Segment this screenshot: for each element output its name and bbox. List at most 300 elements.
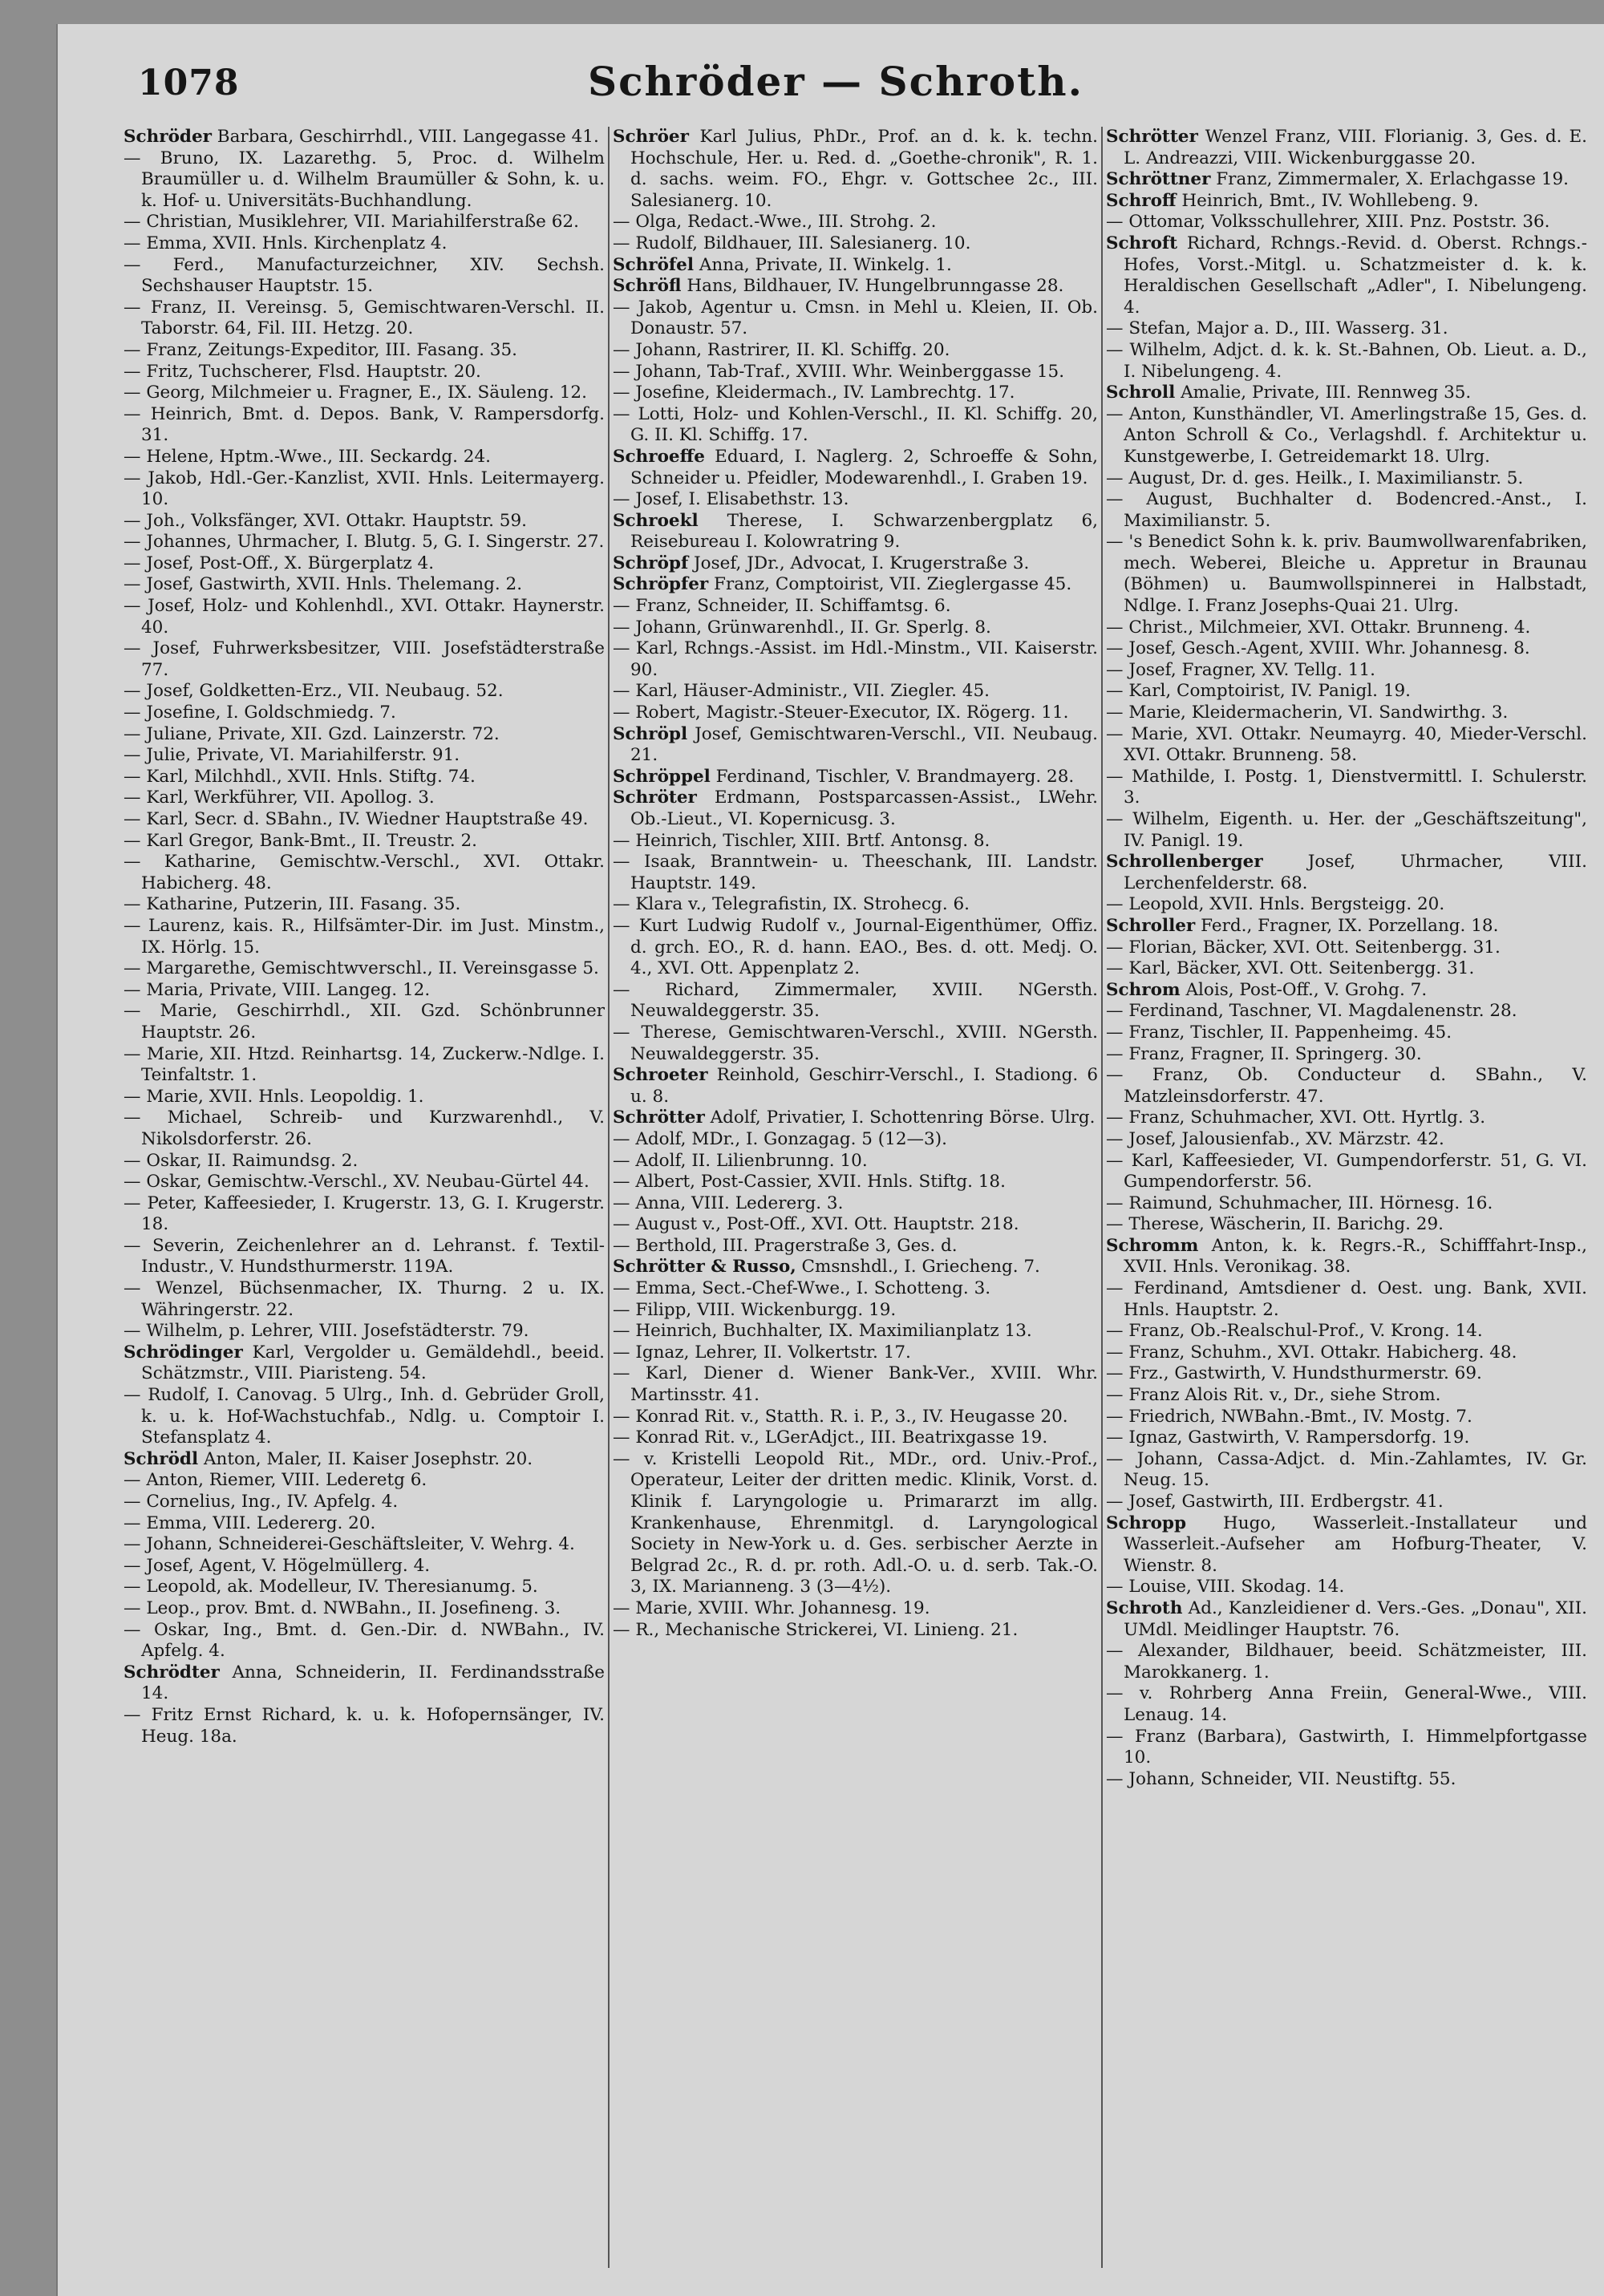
directory-entry bbox=[1106, 127, 1587, 169]
entry-name: — Wilhelm, bbox=[124, 1321, 224, 1342]
entry-details: Kleidermach., IV. Lambrechtg. 17. bbox=[710, 383, 1015, 403]
sub-entry bbox=[613, 1342, 1098, 1364]
entry-details: Zeichenlehrer an d. Lehranst. f. Textil-Industr., V. Hundsthurmerstr. 119A. bbox=[141, 1235, 605, 1278]
entry-name: Schroff bbox=[1106, 190, 1177, 211]
entry-name: — Johann, bbox=[613, 339, 703, 360]
entry-name: — Julie, bbox=[124, 745, 192, 766]
entry-name: — Franz, bbox=[124, 339, 203, 360]
entry-name: — Christian, bbox=[124, 212, 233, 233]
sub-entry bbox=[1106, 1577, 1587, 1598]
entry-name: Schröppel bbox=[613, 766, 711, 787]
entry-details: Häuser-Administr., VII. Ziegler. 45. bbox=[678, 681, 990, 702]
sub-entry bbox=[124, 980, 605, 1002]
sub-entry bbox=[124, 1513, 605, 1535]
entry-details: I. Elisabethstr. 13. bbox=[683, 489, 849, 510]
sub-entry bbox=[124, 1556, 605, 1577]
sub-entry bbox=[124, 383, 605, 404]
entry-details: Ad., Kanzleidiener d. Vers.-Ges. „Donau", XII. UMdl. Meidlinger Hauptstr. 76. bbox=[1124, 1597, 1587, 1640]
sub-entry bbox=[124, 1470, 605, 1492]
sub-entry bbox=[124, 511, 605, 532]
sub-entry bbox=[124, 148, 605, 213]
entry-details: Ing., Bmt. d. Gen.-Dir. d. NWBahn., IV. Apfelg. 4. bbox=[141, 1619, 605, 1662]
sub-entry bbox=[1106, 532, 1587, 617]
entry-name: — Anna, bbox=[613, 1193, 687, 1213]
entry-details: Gemischtw.-Verschl., XVI. Ottakr. Habicherg. 48. bbox=[141, 852, 605, 893]
entry-name: — Isaak, bbox=[613, 852, 697, 873]
running-head: Schröder — Schroth. bbox=[588, 58, 1084, 105]
entry-name: — Franz Alois Rit. v., bbox=[1106, 1385, 1289, 1406]
entry-name: — Anton, bbox=[1106, 403, 1187, 424]
entry-name: Schroekl bbox=[613, 510, 699, 531]
entry-details: Wenzel Franz, VIII. Florianig. 3, Ges. d. E. L. Andreazzi, VIII. Wickenburggasse 20. bbox=[1124, 127, 1587, 168]
entry-name: — Franz, bbox=[1106, 1342, 1185, 1363]
entry-details: Wäscherin, II. Barichg. 29. bbox=[1204, 1214, 1444, 1235]
directory-columns bbox=[124, 127, 1591, 2276]
directory-entry bbox=[613, 1065, 1098, 1108]
sub-entry bbox=[124, 1001, 605, 1043]
sub-entry bbox=[124, 233, 605, 255]
sub-entry bbox=[124, 362, 605, 383]
entry-details: Eigenth. u. Her. der „Geschäftszeitung", IV. Panigl. 19. bbox=[1124, 809, 1587, 851]
sub-entry bbox=[613, 1022, 1098, 1065]
sub-entry bbox=[124, 553, 605, 575]
entry-name: — Karl, bbox=[124, 788, 189, 808]
entry-details: VIII. Wickenburgg. 19. bbox=[691, 1299, 897, 1320]
sub-entry bbox=[613, 233, 1098, 255]
sub-entry bbox=[124, 1108, 605, 1150]
entry-name: — Florian, bbox=[1106, 937, 1197, 958]
entry-details: Gemischtwaren-Verschl., XVIII. NGersth. Neuwaldeggerstr. 35. bbox=[630, 1022, 1098, 1064]
entry-name: — Franz, bbox=[1106, 1065, 1209, 1086]
directory-entry bbox=[1106, 852, 1587, 894]
entry-name: — Laurenz, bbox=[124, 915, 226, 936]
page-header bbox=[122, 53, 1549, 122]
entry-name: — Ferd., bbox=[124, 254, 225, 275]
entry-name: Schrötter bbox=[1106, 127, 1198, 147]
entry-details: Erdmann, Postsparcassen-Assist., LWehr. Ob.-Lieut., VI. Kopernicusg. 3. bbox=[630, 788, 1098, 829]
sub-entry bbox=[613, 1151, 1098, 1172]
entry-details: Gemischtw.-Verschl., XV. Neubau-Gürtel 44. bbox=[201, 1172, 589, 1193]
entry-name: — Georg, bbox=[124, 383, 206, 403]
entry-name: — Robert, bbox=[613, 703, 701, 723]
entry-name: — Konrad Rit. v., bbox=[613, 1427, 759, 1448]
sub-entry bbox=[613, 1236, 1098, 1257]
entry-details: Diener d. Wiener Bank-Ver., XVIII. Whr. Martinsstr. 41. bbox=[630, 1363, 1098, 1406]
entry-details: Gesch.-Agent, XVIII. Whr. Johannesg. 8. bbox=[1176, 638, 1530, 659]
entry-details: Adolf, Privatier, I. Schottenring Börse. Ulrg. bbox=[704, 1108, 1096, 1128]
entry-name: — Rudolf, bbox=[613, 233, 698, 253]
entry-name: — August, bbox=[1106, 489, 1213, 510]
directory-entry bbox=[613, 788, 1098, 830]
entry-name: Schröter bbox=[613, 788, 697, 808]
entry-details: Agent, V. Högelmüllerg. 4. bbox=[193, 1555, 431, 1576]
entry-details: Josef, Gemischtwaren-Verschl., VII. Neubaug. 21. bbox=[630, 723, 1098, 766]
entry-name: — Frz., bbox=[1106, 1363, 1169, 1384]
entry-name: Schröttner bbox=[1106, 169, 1211, 190]
sub-entry bbox=[1106, 1492, 1587, 1513]
directory-entry bbox=[613, 447, 1098, 489]
entry-name: — Alexander, bbox=[1106, 1641, 1231, 1662]
sub-entry bbox=[1106, 1001, 1587, 1022]
sub-entry bbox=[124, 703, 605, 724]
entry-details: Kunsthändler, VI. Amerlingstraße 15, Ges. d. Anton Schroll & Co., Verlagshdl. f. Architektur u. Kunstgewerbe, I. Getreidemarkt 18. Ulrg. bbox=[1124, 403, 1587, 467]
entry-details: Ferd., Fragner, IX. Porzellang. 18. bbox=[1195, 915, 1499, 936]
entry-details: Barbara, Geschirrhdl., VIII. Langegasse 41. bbox=[211, 127, 599, 147]
page-number: 1078 bbox=[138, 63, 240, 103]
entry-details: Fuhrwerksbesitzer, VIII. Josefstädterstraße 77. bbox=[141, 638, 605, 680]
column-3 bbox=[1106, 127, 1587, 2276]
directory-entry bbox=[613, 1108, 1098, 1129]
entry-details: k. u. k. Hofopernsänger, IV. Heug. 18a. bbox=[141, 1704, 605, 1747]
entry-name: — Franz, bbox=[1106, 1108, 1185, 1128]
directory-entry bbox=[613, 276, 1098, 298]
entry-details: I. Postg. 1, Dienstvermittl. I. Schulerstr. 3. bbox=[1124, 766, 1587, 808]
entry-details: Lehrer, II. Volkertstr. 17. bbox=[689, 1342, 911, 1363]
entry-name: — Franz, bbox=[1106, 1321, 1185, 1342]
entry-details: Post-Off., X. Bürgerplatz 4. bbox=[193, 553, 435, 573]
entry-details: kais. R., Hilfsämter-Dir. im Just. Minstm., IX. Hörlg. 15. bbox=[141, 915, 605, 958]
sub-entry bbox=[124, 681, 605, 703]
entry-details: Amtsdiener d. Oest. ung. Bank, XVII. Hnls. Hauptstr. 2. bbox=[1124, 1278, 1587, 1320]
entry-name: — Oskar, bbox=[124, 1150, 202, 1171]
sub-entry bbox=[1106, 1641, 1587, 1683]
entry-details: Gastwirth, I. Himmelpfortgasse 10. bbox=[1124, 1726, 1587, 1768]
entry-name: — Leop., bbox=[124, 1597, 200, 1618]
entry-details: Manufacturzeichner, XIV. Sechsh. Sechshauser Hauptstr. 15. bbox=[141, 254, 605, 297]
entry-name: Schröfl bbox=[613, 276, 682, 297]
sub-entry bbox=[124, 468, 605, 511]
entry-details: IX. Lazarethg. 5, Proc. d. Wilhelm Braumüller u. d. Wilhelm Braumüller & Sohn, k. u. k. Hof- u. Universitäts-Buchhandlung. bbox=[141, 148, 605, 211]
sub-entry bbox=[1106, 958, 1587, 980]
entry-details: Franz, Comptoirist, VII. Zieglergasse 45. bbox=[708, 574, 1072, 595]
sub-entry bbox=[124, 1278, 605, 1321]
entry-details: Rastrirer, II. Kl. Schiffg. 20. bbox=[702, 339, 950, 360]
sub-entry bbox=[613, 1193, 1098, 1215]
sub-entry bbox=[1106, 618, 1587, 639]
entry-details: Hptm.-Wwe., III. Seckardg. 24. bbox=[213, 446, 491, 467]
entry-name: — Johann, bbox=[613, 361, 703, 382]
entry-name: — Leopold, bbox=[1106, 894, 1205, 915]
entry-details: Buchhalter d. Bodencred.-Anst., I. Maximilianstr. 5. bbox=[1124, 489, 1587, 531]
sub-entry bbox=[613, 212, 1098, 233]
entry-name: — Franz (Barbara), bbox=[1106, 1726, 1287, 1747]
entry-name: — Ferdinand, bbox=[1106, 1278, 1229, 1299]
entry-name: — Fritz, bbox=[124, 361, 194, 382]
entry-details: XVII. Hnls. Bergsteigg. 20. bbox=[1204, 894, 1445, 915]
entry-name: — Johann, bbox=[613, 617, 703, 638]
entry-name: — Helene, bbox=[124, 446, 214, 467]
sub-entry bbox=[613, 703, 1098, 724]
directory-entry bbox=[124, 127, 605, 148]
entry-details: Tischler, II. Pappenheimg. 45. bbox=[1185, 1022, 1452, 1043]
entry-name: — Josef, bbox=[1106, 638, 1177, 659]
entry-details: Büchsenmacher, IX. Thurng. 2 u. IX. Währingerstr. 22. bbox=[141, 1278, 605, 1320]
entry-details: Gastwirth, V. Rampersdorfg. 19. bbox=[1182, 1427, 1470, 1448]
entry-details: I. Canovag. 5 Ulrg., Inh. d. Gebrüder Groll, k. u. k. Hof-Wachstuchfab., Ndlg. u. Comptoir I. Stefansplatz 4. bbox=[141, 1385, 605, 1448]
entry-details: Riemer, VIII. Lederetg 6. bbox=[203, 1470, 427, 1491]
sub-entry bbox=[124, 1193, 605, 1236]
directory-entry bbox=[1106, 169, 1587, 191]
directory-entry bbox=[1106, 1598, 1587, 1641]
entry-name: — Adolf, bbox=[613, 1128, 687, 1149]
entry-name: — Klara v., bbox=[613, 894, 707, 915]
entry-details: Bäcker, XVI. Ott. Seitenbergg. 31. bbox=[1197, 937, 1501, 958]
entry-details: Ferdinand, Tischler, V. Brandmayerg. 28. bbox=[710, 766, 1075, 787]
sub-entry bbox=[124, 1321, 605, 1342]
sub-entry bbox=[613, 1172, 1098, 1193]
entry-details: Leopold Rit., MDr., ord. Univ.-Prof., Operateur, Leiter der dritten medic. Klinik, Vorst. d. Klinik f. Laryngologie u. Primararzt im allg. Krankenhause, Ehrenmitgl. d. Laryngological Society in New-York u. d. Ges. serbischer Aerzte in Belgrad 2c., R. d. pr. roth. Adl.-O. u. d. serb. Tak.-O. 3, IX. Marianneng. 3 (3—4½). bbox=[630, 1448, 1098, 1597]
entry-name: — Stefan, bbox=[1106, 318, 1191, 339]
entry-name: — Karl, bbox=[1106, 681, 1172, 702]
entry-name: — August v., bbox=[613, 1214, 722, 1235]
entry-details: Branntwein- u. Theeschank, III. Landstr. Hauptstr. 149. bbox=[630, 852, 1098, 893]
sub-entry bbox=[124, 1236, 605, 1278]
entry-details: Tab-Traf., XVIII. Whr. Weinberggasse 15. bbox=[702, 361, 1065, 382]
entry-name: — Fritz Ernst Richard, bbox=[124, 1704, 336, 1725]
entry-details: Volksfänger, XVI. Ottakr. Hauptstr. 59. bbox=[185, 510, 527, 531]
entry-details: Bank-Bmt., II. Treustr. 2. bbox=[253, 830, 477, 851]
sub-entry bbox=[613, 1321, 1098, 1342]
entry-details: Bmt. d. Depos. Bank, V. Rampersdorfg. 31. bbox=[141, 403, 605, 446]
sub-entry bbox=[124, 1598, 605, 1620]
sub-entry bbox=[124, 638, 605, 681]
sub-entry bbox=[124, 1534, 605, 1556]
entry-details: Anton, Maler, II. Kaiser Josephstr. 20. bbox=[198, 1448, 533, 1469]
entry-name: — Heinrich, bbox=[124, 403, 233, 424]
entry-name: Schrollenberger bbox=[1106, 852, 1263, 873]
entry-details: Zeitungs-Expeditor, III. Fasang. 35. bbox=[202, 339, 517, 360]
entry-details: Comptoirist, IV. Panigl. 19. bbox=[1171, 681, 1412, 702]
sub-entry bbox=[613, 852, 1098, 894]
sub-entry bbox=[613, 1300, 1098, 1322]
entry-name: — Katharine, bbox=[124, 894, 239, 915]
entry-name: Schrom bbox=[1106, 979, 1181, 1000]
entry-name: — Heinrich, bbox=[613, 1321, 718, 1342]
entry-details: Anna, Private, II. Winkelg. 1. bbox=[694, 254, 952, 275]
entry-name: — Bruno, bbox=[124, 148, 220, 168]
sub-entry bbox=[1106, 1022, 1587, 1044]
sub-entry bbox=[1106, 1214, 1587, 1236]
directory-entry bbox=[613, 127, 1098, 212]
sub-entry bbox=[124, 852, 605, 894]
entry-details: Hans, Bildhauer, IV. Hungelbrunngasse 28. bbox=[681, 276, 1064, 297]
entry-details: Schuhmacher, XVI. Ott. Hyrtlg. 3. bbox=[1185, 1108, 1486, 1128]
entry-details: Hugo, Wasserleit.-Installateur und Wasserleit.-Aufseher am Hofburg-Theater, V. Wienstr. 8. bbox=[1124, 1512, 1587, 1576]
column-2 bbox=[613, 127, 1098, 2276]
entry-name: — Ignaz, bbox=[1106, 1427, 1183, 1448]
entry-details: Grünwarenhdl., II. Gr. Sperlg. 8. bbox=[702, 617, 991, 638]
entry-name: — Franz, bbox=[613, 596, 692, 617]
entry-name: — Marie, bbox=[124, 1086, 204, 1107]
sub-entry bbox=[613, 1278, 1098, 1300]
entry-name: — Josef, bbox=[124, 1555, 194, 1576]
directory-entry bbox=[1106, 383, 1587, 404]
column-divider bbox=[1101, 127, 1103, 2268]
entry-name: — Marie, bbox=[1106, 723, 1189, 744]
sub-entry bbox=[124, 1620, 605, 1662]
entry-details: Schuhm., XVI. Ottakr. Habicherg. 48. bbox=[1185, 1342, 1517, 1363]
entry-name: Schroth bbox=[1106, 1597, 1183, 1618]
sub-entry bbox=[613, 1598, 1098, 1620]
sub-entry bbox=[124, 1705, 605, 1747]
entry-details: Schneiderei-Geschäftsleiter, V. Wehrg. 4. bbox=[213, 1534, 575, 1555]
entry-name: Schröpl bbox=[613, 723, 688, 744]
entry-details: Fragner, XV. Tellg. 11. bbox=[1176, 659, 1375, 680]
entry-name: Schrötter & Russo, bbox=[613, 1257, 796, 1278]
sub-entry bbox=[124, 532, 605, 553]
entry-name: — Karl, bbox=[1106, 1150, 1174, 1171]
entry-name: — Josef, bbox=[124, 553, 194, 573]
entry-details: Mechanische Strickerei, VI. Linieng. 21. bbox=[659, 1619, 1019, 1640]
entry-details: Amalie, Private, III. Rennweg 35. bbox=[1175, 383, 1472, 403]
sub-entry bbox=[124, 404, 605, 447]
sub-entry bbox=[1106, 340, 1587, 383]
entry-name: — Karl Gregor, bbox=[124, 830, 254, 851]
sub-entry bbox=[613, 340, 1098, 362]
sub-entry bbox=[1106, 1193, 1587, 1215]
sub-entry bbox=[613, 596, 1098, 618]
entry-details: XVI. Ottakr. Neumayrg. 40, Mieder-Verschl. XVI. Ottakr. Brunneng. 58. bbox=[1124, 723, 1587, 766]
entry-name: — Ferdinand, bbox=[1106, 1001, 1224, 1022]
entry-name: — Katharine, bbox=[124, 852, 257, 873]
sub-entry bbox=[124, 767, 605, 788]
entry-details: Gastwirth, V. Hundsthurmerstr. 69. bbox=[1169, 1363, 1482, 1384]
entry-details: Josef, Uhrmacher, VIII. Lerchenfelderstr. 68. bbox=[1124, 852, 1587, 893]
sub-entry bbox=[613, 1363, 1098, 1406]
entry-details: Agentur u. Cmsn. in Mehl u. Kleien, II. Ob. Donaustr. 57. bbox=[630, 297, 1098, 339]
entry-details: Uhrmacher, I. Blutg. 5, G. I. Singerstr. 27. bbox=[231, 532, 605, 553]
sub-entry bbox=[1106, 489, 1587, 532]
entry-name: — Johann, bbox=[1106, 1448, 1204, 1469]
entry-name: — Filipp, bbox=[613, 1299, 692, 1320]
entry-name: — Johann, bbox=[124, 1534, 213, 1555]
sub-entry bbox=[1106, 1385, 1587, 1407]
directory-entry bbox=[613, 255, 1098, 277]
sub-entry bbox=[1106, 1278, 1587, 1321]
entry-name: — Franz, bbox=[1106, 1022, 1185, 1043]
entry-name: — Franz, bbox=[124, 297, 208, 318]
directory-entry bbox=[1106, 1513, 1587, 1577]
sub-entry bbox=[613, 1620, 1098, 1642]
entry-name: — Marie, bbox=[613, 1597, 693, 1618]
entry-details: Kleidermacherin, VI. Sandwirthg. 3. bbox=[1185, 703, 1509, 723]
entry-name: — Emma, bbox=[124, 233, 208, 253]
entry-name: — Marie, bbox=[124, 1001, 218, 1022]
sub-entry bbox=[1106, 724, 1587, 767]
entry-name: — Josef, bbox=[124, 638, 200, 659]
sub-entry bbox=[613, 362, 1098, 383]
entry-details: Anna Freiin, General-Wwe., VIII. Lenaug. 14. bbox=[1124, 1683, 1587, 1725]
entry-details: Private, VI. Mariahilferstr. 91. bbox=[191, 745, 460, 766]
sub-entry bbox=[1106, 894, 1587, 916]
entry-name: — Franz, bbox=[1106, 1043, 1185, 1064]
entry-details: Private, VIII. Langeg. 12. bbox=[203, 979, 431, 1000]
entry-name: — Karl, bbox=[124, 809, 189, 829]
entry-details: II. Lilienbrunng. 10. bbox=[686, 1150, 868, 1171]
entry-name: — August, bbox=[1106, 468, 1196, 488]
entry-name: Schrötter bbox=[613, 1108, 705, 1128]
entry-name: Schroft bbox=[1106, 233, 1178, 253]
column-divider bbox=[608, 127, 610, 2268]
entry-name: — Josef, bbox=[613, 489, 683, 510]
entry-name: — Joh., bbox=[124, 510, 186, 531]
entry-details: Rchngs.-Assist. im Hdl.-Minstm., VII. Kaiserstr. 90. bbox=[630, 638, 1098, 680]
entry-name: — Konrad Rit. v., bbox=[613, 1406, 759, 1427]
entry-name: — Karl, bbox=[613, 1363, 688, 1384]
entry-details: Milchhdl., XVII. Hnls. Stiftg. 74. bbox=[188, 766, 476, 787]
directory-entry bbox=[1106, 916, 1587, 937]
sub-entry bbox=[1106, 318, 1587, 340]
sub-entry bbox=[124, 596, 605, 638]
entry-details: Josef, JDr., Advocat, I. Krugerstraße 3. bbox=[688, 553, 1030, 573]
entry-name: — v. Rohrberg bbox=[1106, 1683, 1253, 1704]
entry-name: — Peter, bbox=[124, 1193, 197, 1213]
entry-name: — Emma, bbox=[124, 1512, 208, 1533]
directory-entry bbox=[1106, 191, 1587, 213]
column-1 bbox=[124, 127, 605, 2276]
sub-entry bbox=[124, 340, 605, 362]
entry-details: Dr., siehe Strom. bbox=[1288, 1385, 1441, 1406]
entry-details: Werkführer, VII. Apollog. 3. bbox=[188, 788, 435, 808]
directory-entry bbox=[613, 724, 1098, 767]
sub-entry bbox=[1106, 937, 1587, 959]
entry-details: II. Vereinsg. 5, Gemischtwaren-Verschl. II. Taborstr. 64, Fil. III. Hetzg. 20. bbox=[141, 297, 605, 339]
entry-details: Schneider, VII. Neustiftg. 55. bbox=[1195, 1768, 1456, 1789]
entry-details: Private, XII. Gzd. Lainzerstr. 72. bbox=[212, 723, 500, 744]
entry-name: — Cornelius, bbox=[124, 1492, 237, 1512]
entry-details: Holz- und Kohlenhdl., XVI. Ottakr. Haynerstr. 40. bbox=[141, 596, 605, 638]
entry-details: Karl, Vergolder u. Gemäldehdl., beeid. Schätzmstr., VIII. Piaristeng. 54. bbox=[141, 1342, 605, 1384]
entry-details: Bildhauer, III. Salesianerg. 10. bbox=[697, 233, 971, 253]
entry-name: — Karl, bbox=[124, 766, 189, 787]
entry-details: Gemischtwverschl., II. Vereinsgasse 5. bbox=[256, 958, 599, 979]
entry-name: Schroller bbox=[1106, 915, 1196, 936]
entry-details: Taschner, VI. Magdalenenstr. 28. bbox=[1223, 1001, 1517, 1022]
entry-details: Telegrafistin, IX. Strohecg. 6. bbox=[707, 894, 970, 915]
entry-name: — Rudolf, bbox=[124, 1385, 210, 1406]
entry-details: Anton, k. k. Regrs.-R., Schifffahrt-Insp., XVII. Hnls. Veronikag. 38. bbox=[1124, 1235, 1587, 1278]
sub-entry bbox=[1106, 1363, 1587, 1385]
entry-details: Therese, I. Schwarzenbergplatz 6, Reisebureau I. Kolowratring 9. bbox=[630, 510, 1098, 553]
sub-entry bbox=[613, 489, 1098, 511]
sub-entry bbox=[124, 894, 605, 916]
entry-name: — Johann, bbox=[1106, 1768, 1196, 1789]
sub-entry bbox=[124, 745, 605, 767]
entry-details: Kaffeesieder, I. Krugerstr. 13, G. I. Krugerstr. 18. bbox=[141, 1193, 605, 1235]
entry-details: Goldketten-Erz., VII. Neubaug. 52. bbox=[193, 681, 504, 702]
entry-name: Schrödter bbox=[124, 1662, 220, 1683]
sub-entry bbox=[1106, 404, 1587, 468]
sub-entry bbox=[1106, 1769, 1587, 1791]
sub-entry bbox=[124, 1087, 605, 1108]
entry-details: Kaffeesieder, VI. Gumpendorferstr. 51, G. VI. Gumpendorferstr. 56. bbox=[1124, 1150, 1587, 1193]
sub-entry bbox=[613, 404, 1098, 447]
entry-details: Milchmeier, XVI. Ottakr. Brunneng. 4. bbox=[1193, 617, 1531, 638]
sub-entry bbox=[124, 831, 605, 852]
entry-name: — Karl, bbox=[613, 638, 678, 659]
entry-details: Gastwirth, XVII. Hnls. Thelemang. 2. bbox=[193, 574, 523, 595]
entry-details: Cassa-Adjct. d. Min.-Zahlamtes, IV. Gr. Neug. 15. bbox=[1124, 1448, 1587, 1491]
entry-name: — Josef, bbox=[1106, 1492, 1177, 1512]
entry-name: Schrödinger bbox=[124, 1342, 243, 1363]
entry-name: — Jakob, bbox=[613, 297, 693, 318]
entry-name: — Marie, bbox=[1106, 703, 1186, 723]
sub-entry bbox=[613, 681, 1098, 703]
entry-details: Schuhmacher, III. Hörnesg. 16. bbox=[1213, 1193, 1493, 1213]
entry-name: — Karl, bbox=[1106, 958, 1172, 979]
entry-details: Dr. d. ges. Heilk., I. Maximilianstr. 5. bbox=[1195, 468, 1524, 488]
entry-name: — Wenzel, bbox=[124, 1278, 224, 1299]
